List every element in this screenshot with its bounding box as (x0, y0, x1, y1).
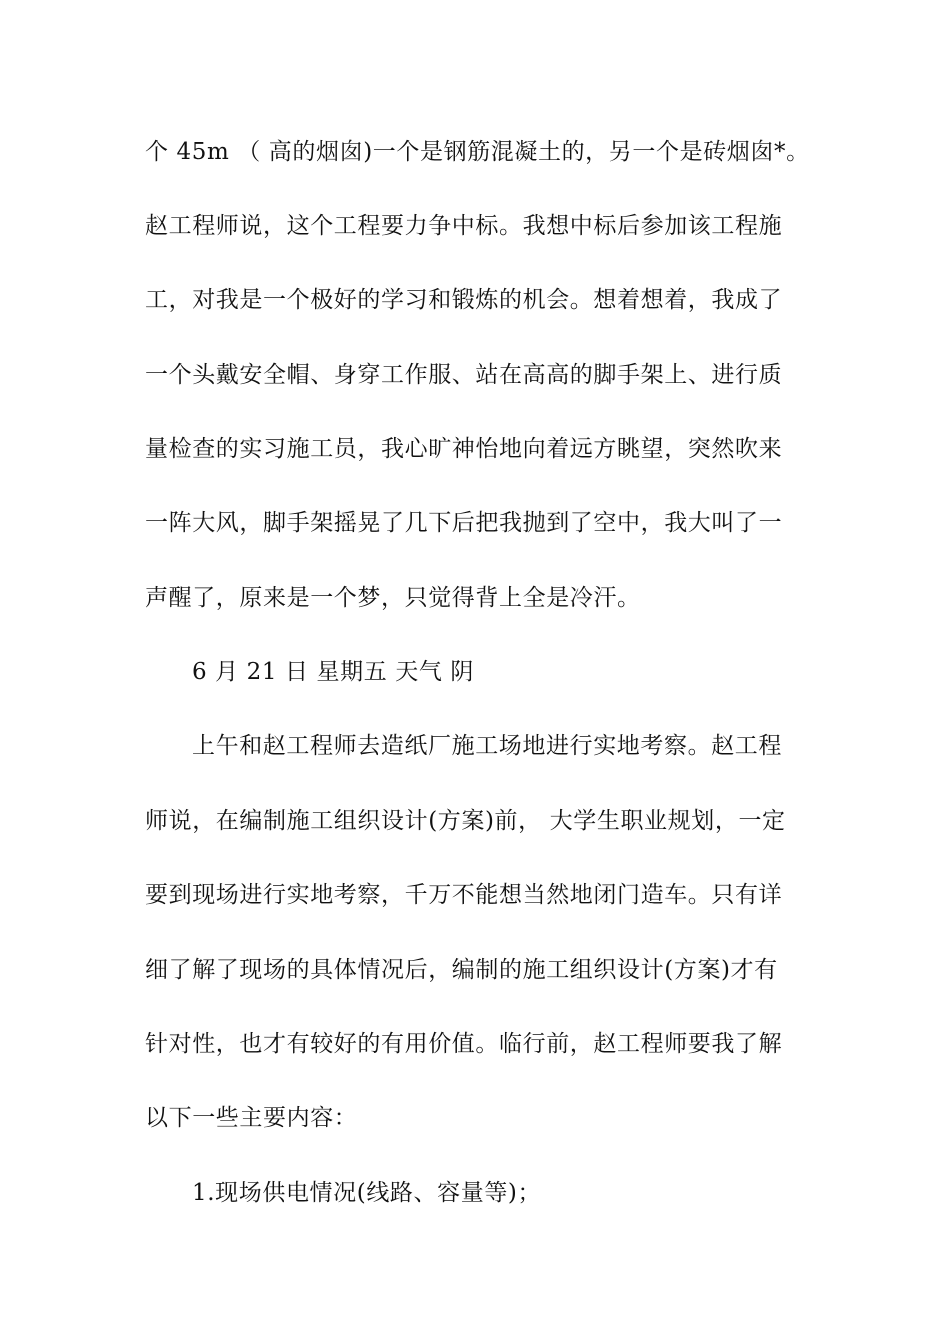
paragraph-line-9: 师说，在编制施工组织设计(方案)前， 大学生职业规划，一定 (145, 808, 786, 834)
paragraph-line-12: 针对性，也才有较好的有用价值。临行前，赵工程师要我了解 (145, 1031, 783, 1057)
paragraph-line-10: 要到现场进行实地考察，千万不能想当然地闭门造车。只有详 (145, 882, 783, 908)
paragraph-line-6: 一阵大风，脚手架摇晃了几下后把我抛到了空中，我大叫了一 (145, 510, 783, 536)
paragraph-line-8: 上午和赵工程师去造纸厂施工场地进行实地考察。赵工程 (192, 733, 782, 759)
list-item-1: 1.现场供电情况(线路、容量等)； (192, 1180, 542, 1206)
paragraph-line-4: 一个头戴安全帽、身穿工作服、站在高高的脚手架上、进行质 (145, 362, 783, 388)
paragraph-line-5: 量检查的实习施工员，我心旷神怡地向着远方眺望，突然吹来 (145, 436, 783, 462)
paragraph-line-3: 工，对我是一个极好的学习和锻炼的机会。想着想着，我成了 (145, 287, 783, 313)
paragraph-line-1: 个 45m （ 高的烟囱)一个是钢筋混凝土的，另一个是砖烟囱*。 (145, 139, 810, 165)
paragraph-line-11: 细了解了现场的具体情况后，编制的施工组织设计(方案)才有 (145, 957, 778, 983)
paragraph-line-7: 声醒了，原来是一个梦，只觉得背上全是冷汗。 (145, 585, 641, 611)
paragraph-line-13: 以下一些主要内容： (145, 1105, 358, 1131)
diary-date-heading: 6 月 21 日 星期五 天气 阴 (192, 659, 474, 685)
paragraph-line-2: 赵工程师说，这个工程要力争中标。我想中标后参加该工程施 (145, 213, 783, 239)
